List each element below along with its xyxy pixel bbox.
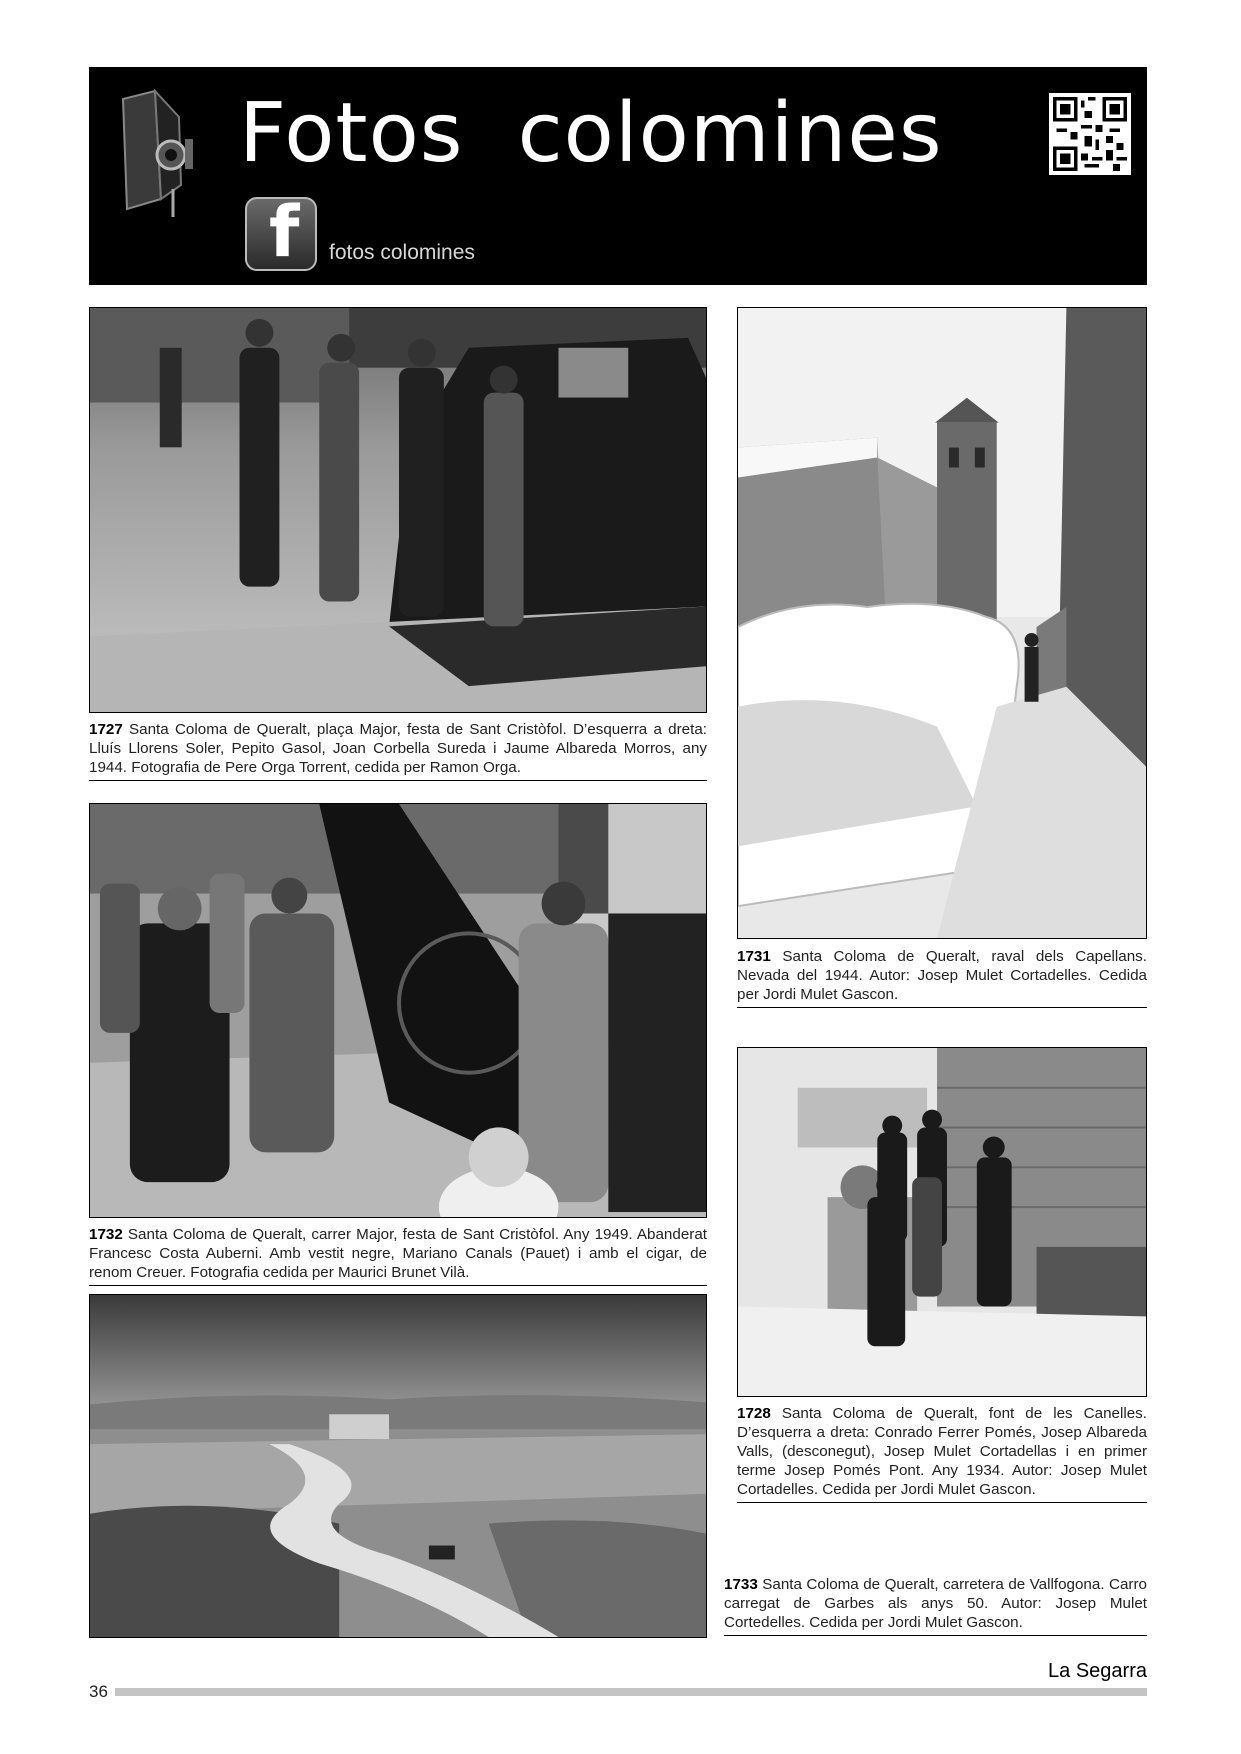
caption-text: Santa Coloma de Queralt, carrer Major, festa de Sant Cristòfol. Any 1949. Abanderat Francesc Costa Auberni. Amb vestit negre, Mariano Canals (Pauet) i amb el cigar, de renom Creuer. Fotografia cedida per Maurici Brunet Vilà. [89, 1226, 707, 1281]
photo-1728 [737, 1047, 1147, 1397]
header-banner [89, 67, 1147, 285]
caption-number: 1731 [737, 948, 771, 965]
journal-name: La Segarra [1048, 1660, 1147, 1682]
caption-number: 1728 [737, 1405, 771, 1422]
caption-number: 1732 [89, 1226, 123, 1243]
facebook-icon[interactable]: f [245, 197, 317, 271]
caption-text: Santa Coloma de Queralt, font de les Canelles. D’esquerra a dreta: Conrado Ferrer Pomés, Josep Albareda Valls, (desconegut), Josep Mulet Cortadellas i en primer terme Josep Pomés Pont. Any 1934. Autor: Josep Mulet Cortadelles. Cedida per Jordi Mulet Gascon. [737, 1405, 1147, 1498]
caption-1731 [737, 947, 1147, 1008]
photo-1733 [89, 1294, 707, 1638]
caption-number: 1727 [89, 721, 123, 738]
caption-1728 [737, 1404, 1147, 1503]
facebook-label[interactable]: fotos colomines [329, 241, 475, 264]
footer-divider [115, 1688, 1147, 1696]
caption-text: Santa Coloma de Queralt, carretera de Vallfogona. Carro carregat de Garbes als anys 50. Autor: Josep Mulet Cortedelles. Cedida per Jordi Mulet Gascon. [724, 1576, 1147, 1631]
camera-icon [115, 89, 197, 219]
caption-1732 [89, 1225, 707, 1286]
caption-1733 [724, 1575, 1147, 1636]
photo-1732 [89, 803, 707, 1218]
photo-1727 [89, 307, 707, 713]
caption-number: 1733 [724, 1576, 758, 1593]
qr-code-icon [1049, 93, 1131, 175]
caption-1727 [89, 720, 707, 781]
caption-text: Santa Coloma de Queralt, plaça Major, festa de Sant Cristòfol. D’esquerra a dreta: Lluís Llorens Soler, Pepito Gasol, Joan Corbella Sureda i Jaume Albareda Morros, any 1944. Fotografia de Pere Orga Torrent, cedida per Ramon Orga. [89, 721, 707, 776]
page-number: 36 [89, 1682, 108, 1701]
banner-title: Fotos colomines [239, 86, 943, 181]
caption-text: Santa Coloma de Queralt, raval dels Capellans. Nevada del 1944. Autor: Josep Mulet Cortadelles. Cedida per Jordi Mulet Gascon. [737, 948, 1147, 1003]
photo-1731 [737, 307, 1147, 939]
